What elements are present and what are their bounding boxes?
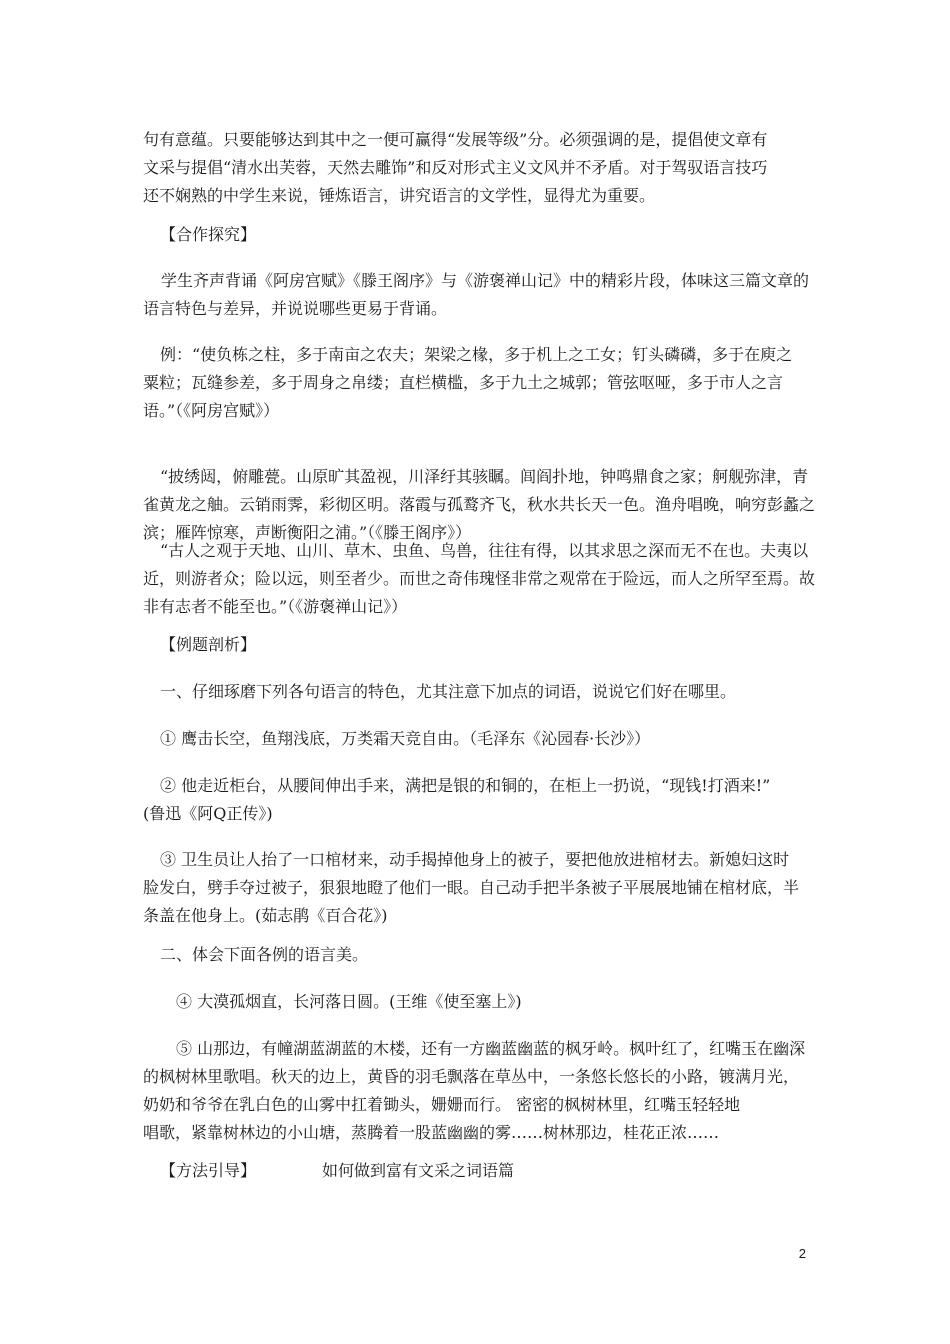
example-item-1: ① 鹰击长空，鱼翔浅底，万类霜天竞自由。（毛泽东《沁园春·长沙》） <box>160 729 651 748</box>
item3-line: 脸发白，劈手夺过被子，狠狠地瞪了他们一眼。自己动手把半条被子平展展地铺在棺材底，半 <box>143 878 800 897</box>
item5-line: ⑤ 山那边，有幢湖蓝湖蓝的木楼，还有一方幽蓝幽蓝的枫牙岭。枫叶红了，红嘴玉在幽深 <box>176 1039 806 1058</box>
question-2: 二、体会下面各例的语言美。 <box>160 945 369 964</box>
example-item-2 <box>143 772 813 828</box>
example1-line: 语。”（《阿房宫赋》） <box>143 401 280 420</box>
question-1: 一、仔细琢磨下列各句语言的特色，尤其注意下加点的词语，说说它们好在哪里。 <box>160 682 737 701</box>
section-heading-method: 【方法引导】 <box>160 1161 257 1180</box>
example1-line: 例：“使负栋之柱，多于南亩之农夫；架梁之椽，多于机上之工女；钉头磷磷，多于在庾之 <box>160 345 793 364</box>
example3-line: 非有志者不能至也。”（《游褒禅山记》） <box>143 597 408 616</box>
intro-line: 还不娴熟的中学生来说，锤炼语言，讲究语言的文学性，显得尤为重要。 <box>143 186 656 205</box>
example3-line: 近，则游者众；险以远，则至者少。而世之奇伟瑰怪非常之观常在于险远，而人之所罕至焉。故 <box>143 569 816 588</box>
method-title: 如何做到富有文采之词语篇 <box>322 1161 515 1180</box>
example-item-5 <box>143 1035 813 1147</box>
item3-line: 条盖在他身上。(茹志鹃《百合花》) <box>143 906 388 925</box>
example2-line: 滨；雁阵惊寒，声断衡阳之浦。”（《滕王阁序》） <box>143 523 472 542</box>
item5-line: 的枫树林里歌唱。秋天的边上，黄昏的羽毛飘落在草丛中，一条悠长悠长的小路，镀满月光， <box>143 1067 800 1086</box>
task-line: 学生齐声背诵《阿房宫赋》《滕王阁序》与《游褒禅山记》中的精彩片段，体味这三篇文章的 <box>161 271 810 290</box>
example1-line: 粟粒；瓦缝参差，多于周身之帛缕；直栏横槛，多于九土之城郭；管弦呕哑，多于市人之言 <box>143 373 784 392</box>
item2-line: ② 他走近柜台，从腰间伸出手来，满把是银的和铜的，在柜上一扔说，“现钱!打酒来!” <box>160 776 771 795</box>
cooperate-task-paragraph <box>143 267 813 323</box>
example-item-3 <box>143 846 813 930</box>
section-heading-examples: 【例题剖析】 <box>160 635 257 654</box>
example-item-4: ④ 大漠孤烟直，长河落日圆。(王维《使至塞上》) <box>176 992 522 1011</box>
item5-line: 奶奶和爷爷在乳白色的山雾中扛着锄头，姗姗而行。 密密的枫树林里，红嘴玉轻轻地 <box>143 1095 741 1114</box>
item3-line: ③ 卫生员让人抬了一口棺材来，动手揭掉他身上的被子，要把他放进棺材去。新媳妇这时 <box>160 850 790 869</box>
intro-line: 句有意蕴。只要能够达到其中之一便可赢得“发展等级”分。必须强调的是，提倡使文章有 <box>143 130 768 149</box>
example2-line: 雀黄龙之舳。云销雨霁，彩彻区明。落霞与孤鹜齐飞，秋水共长天一色。渔舟唱晚，响穷彭蠡之 <box>143 495 816 514</box>
section-heading-cooperate: 【合作探究】 <box>160 225 257 244</box>
task-line: 语言特色与差异，并说说哪些更易于背诵。 <box>143 299 448 318</box>
example2-line: “披绣闼，俯雕甍。山原旷其盈视，川泽纡其骇瞩。闾阎扑地，钟鸣鼎食之家；舸舰弥津，青 <box>160 467 809 486</box>
item2-line: (鲁迅《阿Q正传》) <box>143 804 273 823</box>
intro-paragraph <box>143 126 813 210</box>
item5-line: 唱歌，紧靠树林边的小山塘，蒸腾着一股蓝幽幽的雾……树林那边，桂花正浓…… <box>143 1123 720 1142</box>
page-number: 2 <box>798 1246 806 1261</box>
example3-line: “古人之观于天地、山川、草木、虫鱼、鸟兽，往往有得，以其求思之深而无不在也。夫夷以 <box>160 541 809 560</box>
example3-paragraph <box>143 537 816 621</box>
intro-line: 文采与提倡“清水出芙蓉，天然去雕饰”和反对形式主义文风并不矛盾。对于驾驭语言技巧 <box>143 158 768 177</box>
example1-paragraph <box>143 341 813 425</box>
example2-paragraph <box>143 463 816 547</box>
